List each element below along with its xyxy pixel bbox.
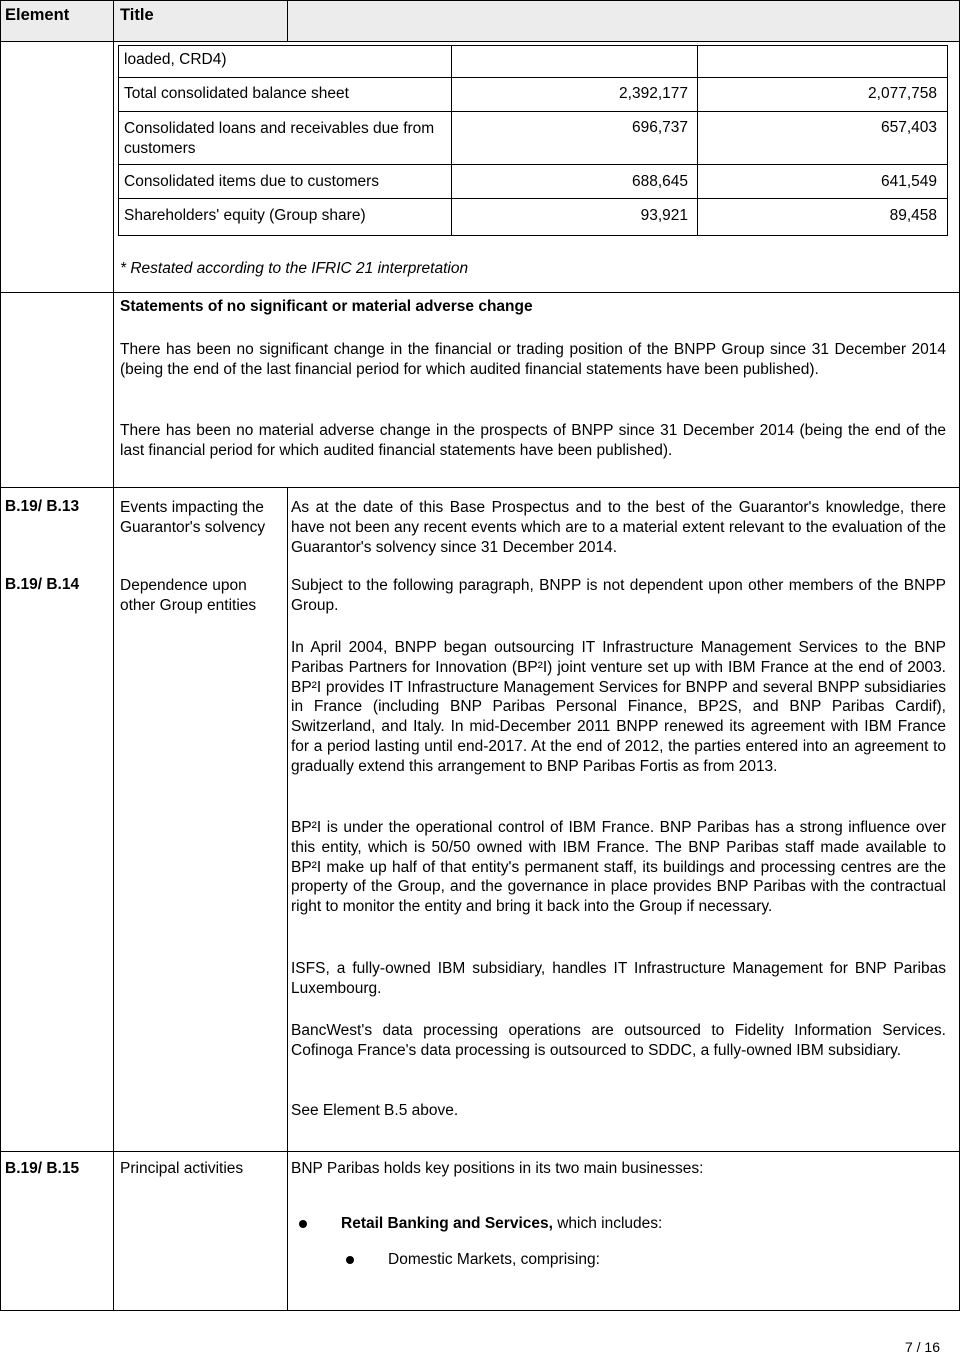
b15-bullet-1-rest: which includes: [552,1215,663,1232]
balance-row-label: Shareholders' equity (Group share) [124,207,366,224]
b15-bullet-1-bold: Retail Banking and Services, [341,1215,553,1232]
bullet-icon [299,1220,307,1228]
balance-table-top [118,45,948,46]
balance-row-value-2014: 93,921 [640,207,688,224]
balance-row-value-2014: 696,737 [631,119,688,136]
b15-intro: BNP Paribas holds key positions in its two main businesses: [291,1160,704,1177]
balance-col-line [451,45,452,236]
b13-text: As at the date of this Base Prospectus and to the best of the Guarantor's knowledge, there have not been any recent events which are to a material extent relevant to the evaluation of the Guarantor's solvency since 31 December 2014. [291,499,946,556]
table-border-top [0,0,960,1]
row-divider-b15 [0,1151,960,1152]
column-divider-title [287,487,288,1311]
b14-paragraph: ISFS, a fully-owned IBM subsidiary, handles IT Infrastructure Management for BNP Paribas Luxembourg. [291,960,946,997]
balance-row-line [118,77,948,78]
balance-col-line [697,45,698,236]
balance-row-value-2013: 657,403 [880,119,937,136]
table-border-left [0,0,1,1311]
b15-title: Principal activities [120,1160,244,1177]
balance-row-value-2014: 2,392,177 [619,85,688,102]
balance-col-line [947,45,948,236]
b14-paragraph: In April 2004, BNPP began outsourcing IT Infrastructure Management Services to the BNP Paribas Partners for Innovation (BP²I) joint venture set up with IBM France at the end of 2003. BP²I provides IT Infrastructure Management Services for BNPP and several BNPP subsidiaries in France (including BNP Paribas Personal Finance, BP2S, and BNP Paribas Cardif), Switzerland, and Italy. In mid-December 2011 BNPP renewed its agreement with IBM France for a period lasting until end-2017. At the end of 2012, the parties entered into an agreement to gradually extend this arrangement to BNP Paribas Fortis as from 2013. [291,639,946,775]
row-divider-b13 [0,487,960,488]
b13-title: Events impacting the Guarantor's solvency [120,499,266,536]
row-divider-statements [0,292,960,293]
balance-row-label: Consolidated items due to customers [124,173,380,190]
b14-paragraph: Subject to the following paragraph, BNPP is not dependent upon other members of the BNPP Group. [291,577,946,614]
balance-row-value-2013: 641,549 [880,173,937,190]
header-title: Title [120,6,154,24]
b14-title: Dependence upon other Group entities [120,577,257,614]
statements-paragraph-2: There has been no material adverse change in the prospects of BNPP since 31 December 2014 (being the end of the last financial period for which audited financial statements have been published). [120,422,946,459]
b14-element: B.19/ B.14 [5,576,80,593]
restatement-note: * Restated according to the IFRIC 21 interpretation [120,260,469,277]
balance-table-bottom [118,235,948,236]
bullet-icon [346,1256,354,1264]
header-divider [0,41,960,42]
balance-caption: loaded, CRD4) [124,51,227,68]
balance-row-line [118,164,948,165]
b14-paragraph: BP²I is under the operational control of IBM France. BNP Paribas has a strong influence over this entity, which is 50/50 owned with IBM France. The BNP Paribas staff made available to BP²I make up half of that entity's permanent staff, its buildings and processing centres are the property of the Group, and the governance in place provides BNP Paribas with the contractual right to monitor the entity and bring it back into the Group if necessary. [291,819,946,916]
balance-row-line [118,198,948,199]
balance-row-value-2014: 688,645 [631,173,688,190]
statements-paragraph-1: There has been no significant change in the financial or trading position of the BNPP Group since 31 December 2014 (being the end of the last financial period for which audited financial statements have been published). [120,341,946,378]
page-number: 7 / 16 [904,1339,940,1355]
header-element: Element [5,6,70,24]
balance-row-value-2013: 89,458 [889,207,937,224]
balance-row-label: Total consolidated balance sheet [124,85,349,102]
balance-row-line [118,111,948,112]
column-divider-header-title [287,0,288,42]
balance-row-label: Consolidated loans and receivables due from customers [124,120,435,157]
b13-element: B.19/ B.13 [5,498,80,515]
balance-row-value-2013: 2,077,758 [868,85,937,102]
table-border-bottom [0,1310,960,1311]
statements-heading: Statements of no significant or material adverse change [120,298,533,315]
b15-bullet-2: Domestic Markets, comprising: [388,1251,600,1268]
balance-col-line [118,45,119,236]
b14-paragraph: See Element B.5 above. [291,1102,459,1119]
b15-bullet-1 [341,1215,662,1233]
column-divider-element [113,0,114,1311]
b14-paragraph: BancWest's data processing operations are outsourced to Fidelity Information Services. Cofinoga France's data processing is outsourced to SDDC, a fully-owned IBM subsidiary. [291,1022,946,1059]
b15-element: B.19/ B.15 [5,1160,80,1177]
